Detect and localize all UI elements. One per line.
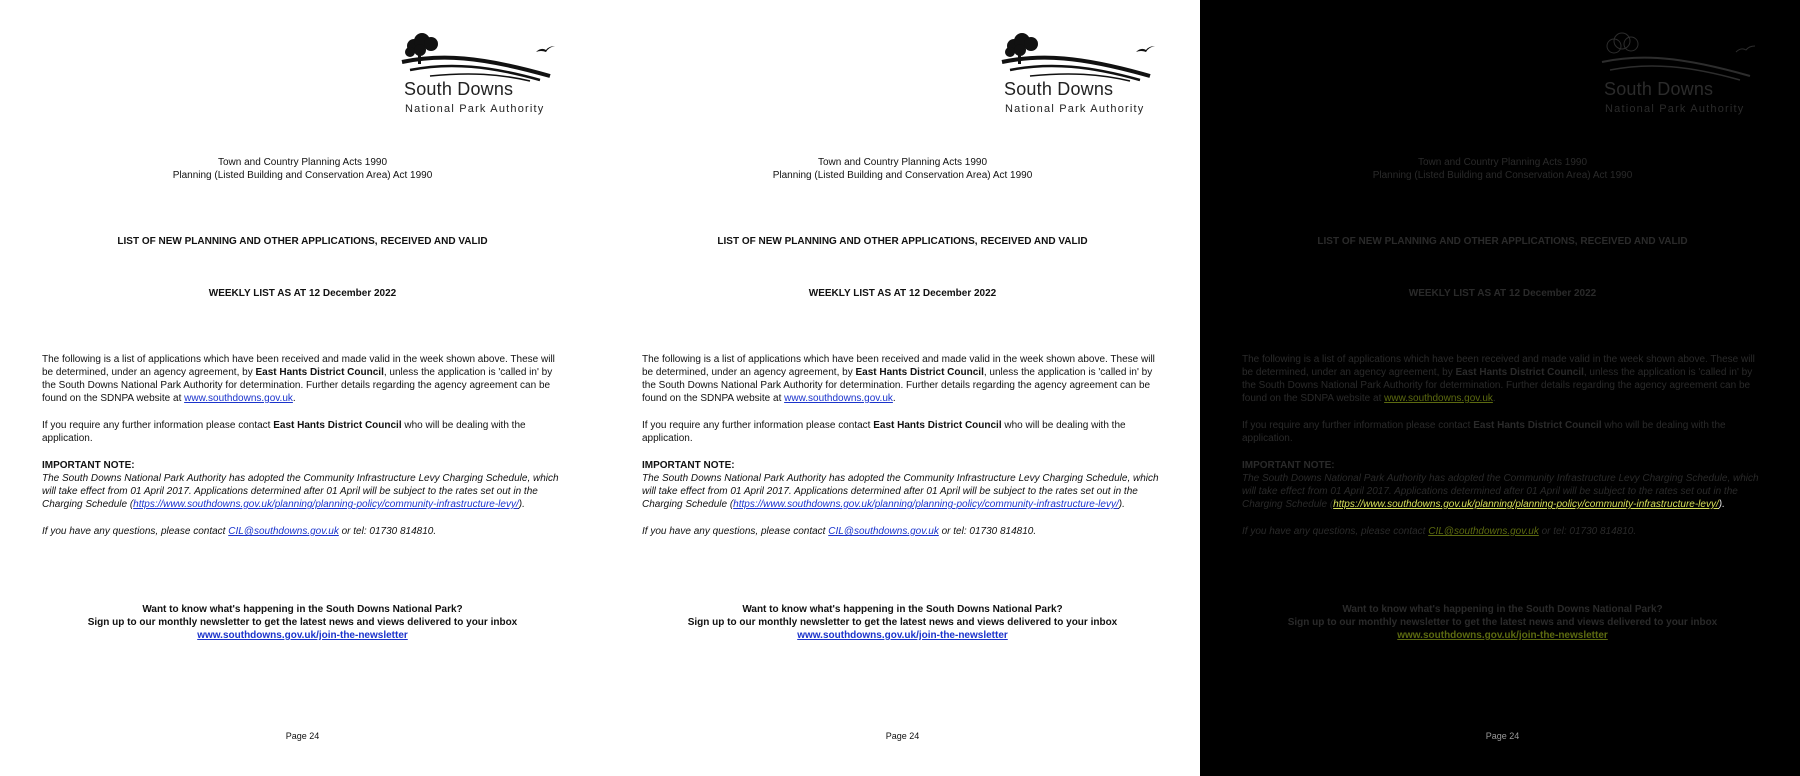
intro-end: .: [892, 393, 896, 404]
act-line-2: Planning (Listed Building and Conservation Area) Act 1990: [772, 170, 1033, 181]
page-panel-3-diff: [1200, 0, 1800, 776]
weekly-heading: WEEKLY LIST AS AT 12 December 2022: [1408, 288, 1597, 299]
council-name: East Hants District Council: [873, 420, 1002, 431]
questions-paragraph: [42, 525, 563, 538]
important-note: [1242, 459, 1763, 511]
document-page: [600, 0, 1200, 776]
tree-hills-logo-icon: [1600, 32, 1764, 82]
intro-text-cont: , unless the application is 'called in' by the South Downs National Park Authority for determination. Further details regarding the agency agreement can be found on the SDNPA website at: [1242, 367, 1753, 404]
council-name: East Hants District Council: [255, 367, 384, 378]
contact-text-cont: who will be dealing with the application.: [1242, 420, 1726, 444]
tree-hills-logo-icon: [1000, 32, 1164, 82]
intro-paragraph: [642, 353, 1163, 405]
newsletter-line-1: Want to know what's happening in the South Downs National Park?: [1342, 604, 1663, 615]
newsletter-line-1: Want to know what's happening in the South Downs National Park?: [142, 604, 463, 615]
cil-policy-link[interactable]: https://www.southdowns.gov.uk/planning/planning-policy/community-infrastructure-levy/: [133, 499, 519, 510]
document-page: [1200, 0, 1800, 776]
important-note: [42, 459, 563, 511]
note-end: ).: [518, 499, 525, 510]
cil-email-link[interactable]: CIL@southdowns.gov.uk: [228, 526, 339, 537]
newsletter-link[interactable]: www.southdowns.gov.uk/join-the-newsletter: [797, 630, 1008, 641]
page-panel-2: [600, 0, 1200, 776]
act-line-2: Planning (Listed Building and Conservation Area) Act 1990: [1372, 170, 1633, 181]
contact-paragraph: [42, 419, 563, 445]
note-title: IMPORTANT NOTE:: [1242, 460, 1335, 471]
org-subname: National Park Authority: [405, 103, 545, 115]
newsletter-line-2: Sign up to our monthly newsletter to get the latest news and views delivered to your inbox: [687, 617, 1118, 628]
intro-paragraph: [42, 353, 563, 405]
council-name: East Hants District Council: [855, 367, 984, 378]
org-subname: National Park Authority: [1605, 103, 1745, 115]
page-number: Page 24: [1485, 731, 1520, 741]
tree-hills-logo-icon: [400, 32, 564, 82]
acts-block: [600, 156, 1200, 182]
intro-text: The following is a list of applications which have been received and made valid in the week shown above. These will be determined, under an agency agreement, by: [42, 354, 555, 378]
weekly-heading: WEEKLY LIST AS AT 12 December 2022: [808, 288, 997, 299]
important-note: [642, 459, 1163, 511]
page-number: Page 24: [285, 731, 320, 741]
cil-policy-link[interactable]: https://www.southdowns.gov.uk/planning/planning-policy/community-infrastructure-levy/: [733, 499, 1119, 510]
questions-text: If you have any questions, please contact: [42, 526, 229, 537]
acts-block: [1200, 156, 1800, 182]
council-name: East Hants District Council: [1455, 367, 1584, 378]
act-line-2: Planning (Listed Building and Conservation Area) Act 1990: [172, 170, 433, 181]
cil-policy-link[interactable]: https://www.southdowns.gov.uk/planning/planning-policy/community-infrastructure-levy/: [1333, 499, 1719, 510]
note-end: ).: [1118, 499, 1125, 510]
act-line-1: Town and Country Planning Acts 1990: [1418, 157, 1587, 168]
cil-email-link[interactable]: CIL@southdowns.gov.uk: [828, 526, 939, 537]
org-subname: National Park Authority: [1005, 103, 1145, 115]
questions-text: If you have any questions, please contact: [642, 526, 829, 537]
intro-end: .: [292, 393, 296, 404]
intro-text-cont: , unless the application is 'called in' by the South Downs National Park Authority for determination. Further details regarding the agency agreement can be found on the SDNPA website at: [642, 367, 1153, 404]
act-line-1: Town and Country Planning Acts 1990: [818, 157, 987, 168]
questions-paragraph: [1242, 525, 1763, 538]
contact-text: If you require any further information please contact: [1242, 420, 1474, 431]
council-name: East Hants District Council: [273, 420, 402, 431]
questions-phone: or tel: 01730 814810.: [938, 526, 1037, 537]
sdnpa-website-link[interactable]: www.southdowns.gov.uk: [184, 393, 293, 404]
intro-end: .: [1492, 393, 1496, 404]
newsletter-block: [0, 603, 600, 642]
questions-paragraph: [642, 525, 1163, 538]
council-name: East Hants District Council: [1473, 420, 1602, 431]
contact-text-cont: who will be dealing with the application.: [642, 420, 1126, 444]
org-name: South Downs: [404, 79, 514, 99]
newsletter-line-1: Want to know what's happening in the South Downs National Park?: [742, 604, 1063, 615]
contact-text: If you require any further information please contact: [642, 420, 874, 431]
intro-text: The following is a list of applications which have been received and made valid in the week shown above. These will be determined, under an agency agreement, by: [1242, 354, 1755, 378]
intro-text-cont: , unless the application is 'called in' by the South Downs National Park Authority for determination. Further details regarding the agency agreement can be found on the SDNPA website at: [42, 367, 553, 404]
newsletter-link[interactable]: www.southdowns.gov.uk/join-the-newsletter: [197, 630, 408, 641]
sdnpa-website-link[interactable]: www.southdowns.gov.uk: [784, 393, 893, 404]
sdnpa-website-link[interactable]: www.southdowns.gov.uk: [1384, 393, 1493, 404]
contact-text-cont: who will be dealing with the application.: [42, 420, 526, 444]
sdnpa-logo: [1600, 32, 1764, 122]
newsletter-line-2: Sign up to our monthly newsletter to get the latest news and views delivered to your inbox: [87, 617, 518, 628]
contact-text: If you require any further information please contact: [42, 420, 274, 431]
list-heading: LIST OF NEW PLANNING AND OTHER APPLICATIONS, RECEIVED AND VALID: [117, 236, 488, 247]
acts-block: [0, 156, 600, 182]
contact-paragraph: [642, 419, 1163, 445]
org-name: South Downs: [1004, 79, 1114, 99]
note-text: The South Downs National Park Authority has adopted the Community Infrastructure Levy Charging Schedule, which will take effect from 01 April 2017. Applications determined after 01 April will be subject to the rates set out in the Charging Schedule (: [1242, 473, 1759, 510]
questions-phone: or tel: 01730 814810.: [338, 526, 437, 537]
intro-text: The following is a list of applications which have been received and made valid in the week shown above. These will be determined, under an agency agreement, by: [642, 354, 1155, 378]
note-end: ).: [1718, 499, 1725, 510]
questions-phone: or tel: 01730 814810.: [1538, 526, 1637, 537]
note-title: IMPORTANT NOTE:: [642, 460, 735, 471]
note-text: The South Downs National Park Authority has adopted the Community Infrastructure Levy Charging Schedule, which will take effect from 01 April 2017. Applications determined after 01 April will be subject to the rates set out in the Charging Schedule (: [642, 473, 1159, 510]
weekly-heading: WEEKLY LIST AS AT 12 December 2022: [208, 288, 397, 299]
act-line-1: Town and Country Planning Acts 1990: [218, 157, 387, 168]
list-heading: LIST OF NEW PLANNING AND OTHER APPLICATIONS, RECEIVED AND VALID: [717, 236, 1088, 247]
questions-text: If you have any questions, please contact: [1242, 526, 1429, 537]
page-panel-1: [0, 0, 600, 776]
highlighted-link-wrap: [1333, 499, 1725, 510]
org-name: South Downs: [1604, 79, 1714, 99]
newsletter-block: [1200, 603, 1800, 642]
newsletter-block: [600, 603, 1200, 642]
page-number: Page 24: [885, 731, 920, 741]
note-title: IMPORTANT NOTE:: [42, 460, 135, 471]
newsletter-link[interactable]: www.southdowns.gov.uk/join-the-newsletter: [1397, 630, 1608, 641]
intro-paragraph: [1242, 353, 1763, 405]
contact-paragraph: [1242, 419, 1763, 445]
cil-email-link[interactable]: CIL@southdowns.gov.uk: [1428, 526, 1539, 537]
list-heading: LIST OF NEW PLANNING AND OTHER APPLICATIONS, RECEIVED AND VALID: [1317, 236, 1688, 247]
newsletter-line-2: Sign up to our monthly newsletter to get the latest news and views delivered to your inbox: [1287, 617, 1718, 628]
sdnpa-logo: [400, 32, 564, 122]
note-text: The South Downs National Park Authority has adopted the Community Infrastructure Levy Charging Schedule, which will take effect from 01 April 2017. Applications determined after 01 April will be subject to the rates set out in the Charging Schedule (: [42, 473, 559, 510]
document-page: [0, 0, 600, 776]
sdnpa-logo: [1000, 32, 1164, 122]
